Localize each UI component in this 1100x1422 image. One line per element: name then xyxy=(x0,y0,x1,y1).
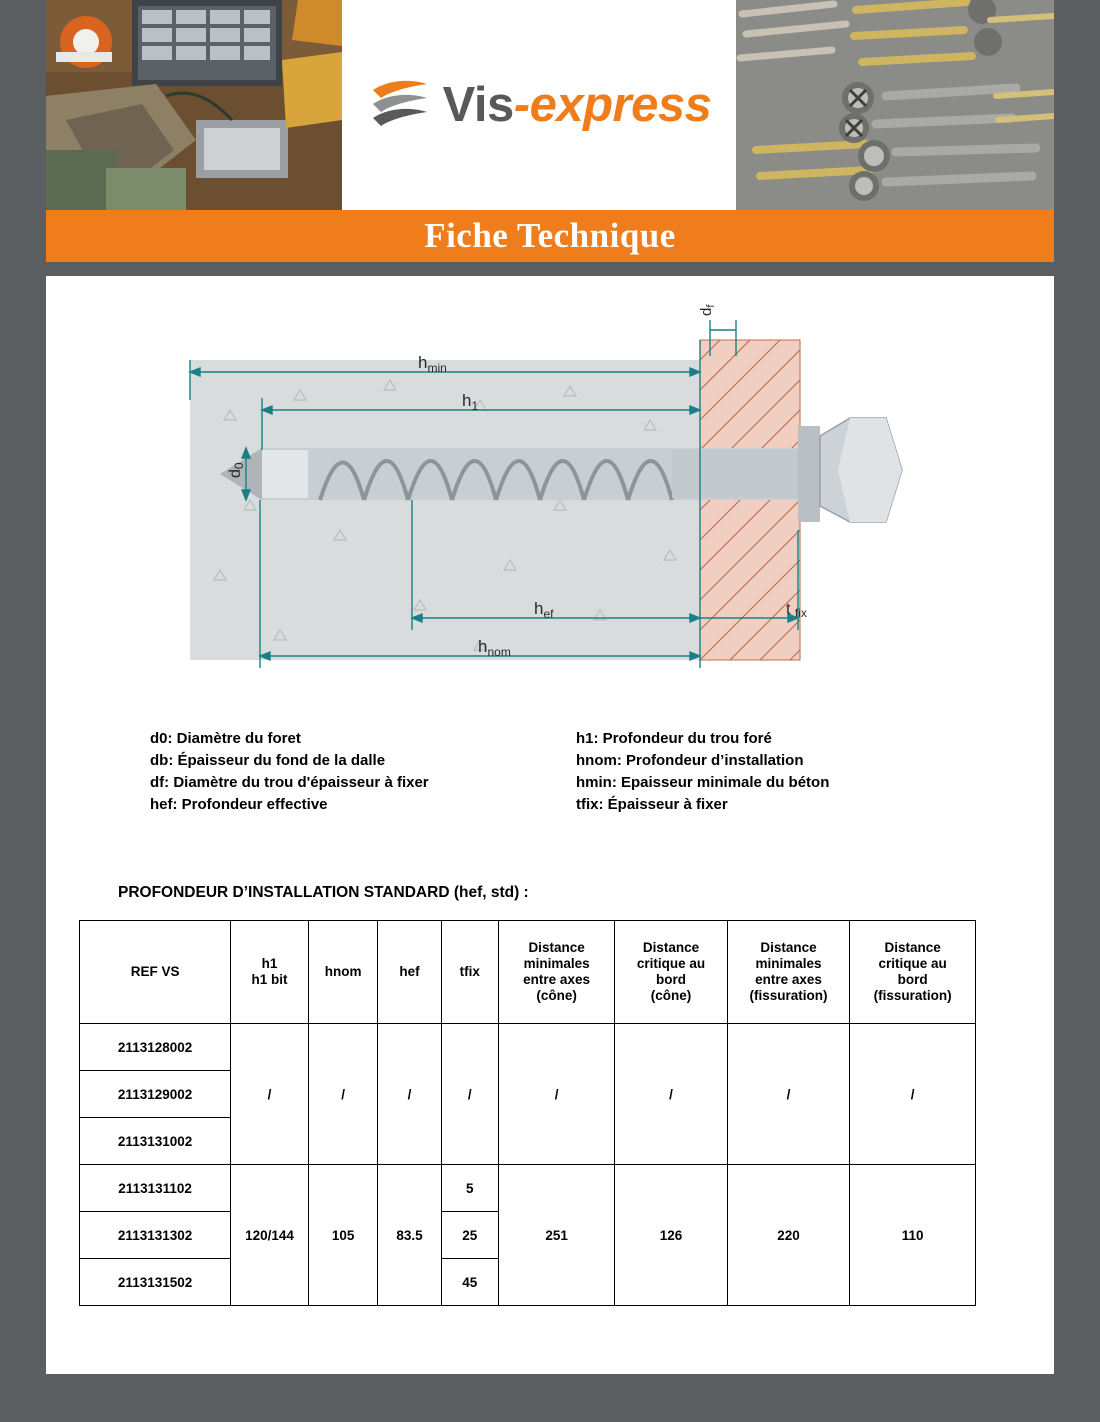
line: Distance xyxy=(642,940,700,955)
line: critique au xyxy=(636,956,706,971)
cell-hef-group-b: 83.5 xyxy=(378,1165,441,1306)
cell-bord-fiss-group-b: 110 xyxy=(850,1165,976,1306)
col-header-tfix: tfix xyxy=(441,921,498,1024)
assorted-screws-photo xyxy=(736,0,1054,210)
line: minimales xyxy=(523,956,590,971)
brand-logo xyxy=(342,0,736,210)
label-hnom: $h_{nom}$ xyxy=(478,637,511,659)
col-header-hnom: hnom xyxy=(308,921,377,1024)
line: bord xyxy=(656,972,686,987)
right-grey-bar xyxy=(1054,0,1100,1422)
screws-photo-art xyxy=(736,0,1054,210)
line: entre axes xyxy=(523,972,590,987)
line: (fissuration) xyxy=(873,988,952,1003)
cell-ref: 2113131302 xyxy=(80,1212,231,1259)
cell-axes-fiss-group-a: / xyxy=(727,1024,850,1165)
cell-ref: 2113128002 xyxy=(80,1024,231,1071)
col-header-hef: hef xyxy=(378,921,441,1024)
left-grey-bar xyxy=(0,0,46,1422)
legend-item-df: df: Diamètre du trou d'épaisseur à fixer xyxy=(150,774,429,791)
page-title: Fiche Technique xyxy=(424,216,676,255)
line: entre axes xyxy=(755,972,822,987)
cell-ref: 2113131102 xyxy=(80,1165,231,1212)
cell-ref: 2113129002 xyxy=(80,1071,231,1118)
cell-tfix-group-a: / xyxy=(441,1024,498,1165)
concrete-screw-installation-diagram xyxy=(150,300,950,720)
cell-tfix: 45 xyxy=(441,1259,498,1306)
legend-item-hef: hef: Profondeur effective xyxy=(150,796,328,813)
legend-item-hnom: hnom: Profondeur d’installation xyxy=(576,752,804,769)
line: bord xyxy=(897,972,928,987)
legend-item-db: db: Épaisseur du fond de la dalle xyxy=(150,752,386,769)
label-hmin: $h_{min}$ xyxy=(418,353,447,375)
cell-bord-cone-group-a: / xyxy=(615,1024,727,1165)
cell-tfix: 5 xyxy=(441,1165,498,1212)
swoosh-logo-icon xyxy=(367,72,433,138)
col-header-h1-line2: h1 bit xyxy=(251,972,288,987)
label-h1: $h_1$ xyxy=(462,391,479,413)
cell-h1-group-a: / xyxy=(231,1024,309,1165)
col-header-dist-bord-cone xyxy=(615,921,727,1024)
diagram-legend xyxy=(150,728,980,816)
line: (cône) xyxy=(650,988,692,1003)
cell-bord-cone-group-b: 126 xyxy=(615,1165,727,1306)
col-header-dist-bord-fissuration xyxy=(850,921,976,1024)
line: minimales xyxy=(755,956,822,971)
cell-tfix: 25 xyxy=(441,1212,498,1259)
table-header-row xyxy=(80,921,976,1024)
line: Distance xyxy=(884,940,941,955)
logo-secondary: -express xyxy=(513,78,712,132)
cell-axes-cone-group-a: / xyxy=(498,1024,614,1165)
logo-primary: Vis xyxy=(442,78,514,132)
cell-axes-fiss-group-b: 220 xyxy=(727,1165,850,1306)
title-band-shadow xyxy=(46,262,1054,276)
cell-h1-group-b: 120/144 xyxy=(231,1165,309,1306)
label-d0: d0 xyxy=(227,462,246,478)
specification-table xyxy=(79,920,976,1306)
col-header-h1 xyxy=(231,921,309,1024)
legend-column-right xyxy=(554,728,980,816)
col-header-dist-axes-cone xyxy=(498,921,614,1024)
bottom-grey-bar xyxy=(0,1374,1100,1422)
table-row xyxy=(80,1165,976,1212)
line: critique au xyxy=(878,956,947,971)
logo-text xyxy=(443,77,712,133)
label-df: $d_f$ xyxy=(698,304,717,316)
legend-item-h1: h1: Profondeur du trou foré xyxy=(576,730,772,747)
section-title: PROFONDEUR D’INSTALLATION STANDARD (hef, std) : xyxy=(118,884,529,901)
col-header-ref: REF VS xyxy=(80,921,231,1024)
line: Distance xyxy=(528,940,585,955)
legend-column-left xyxy=(150,728,554,816)
workbench-screws-photo xyxy=(46,0,342,210)
cell-ref: 2113131002 xyxy=(80,1118,231,1165)
line: (fissuration) xyxy=(749,988,828,1003)
legend-item-tfix: tfix: Épaisseur à fixer xyxy=(576,796,728,813)
table-row xyxy=(80,1024,976,1071)
line: Distance xyxy=(760,940,817,955)
line: (cône) xyxy=(536,988,577,1003)
legend-item-hmin: hmin: Epaisseur minimale du béton xyxy=(576,774,830,791)
page-header xyxy=(46,0,1054,210)
label-hef: $h_{ef}$ xyxy=(534,599,554,621)
cell-hnom-group-a: / xyxy=(308,1024,377,1165)
col-header-dist-axes-fissuration xyxy=(727,921,850,1024)
document-title-band xyxy=(46,210,1054,262)
diagram-svg xyxy=(150,300,950,720)
cell-bord-fiss-group-a: / xyxy=(850,1024,976,1165)
cell-axes-cone-group-b: 251 xyxy=(498,1165,614,1306)
workbench-photo-art xyxy=(46,0,342,210)
cell-ref: 2113131502 xyxy=(80,1259,231,1306)
legend-item-d0: d0: Diamètre du foret xyxy=(150,730,301,747)
cell-hnom-group-b: 105 xyxy=(308,1165,377,1306)
label-tfix: t fix xyxy=(786,601,807,620)
col-header-h1-line1: h1 xyxy=(261,956,278,971)
cell-hef-group-a: / xyxy=(378,1024,441,1165)
